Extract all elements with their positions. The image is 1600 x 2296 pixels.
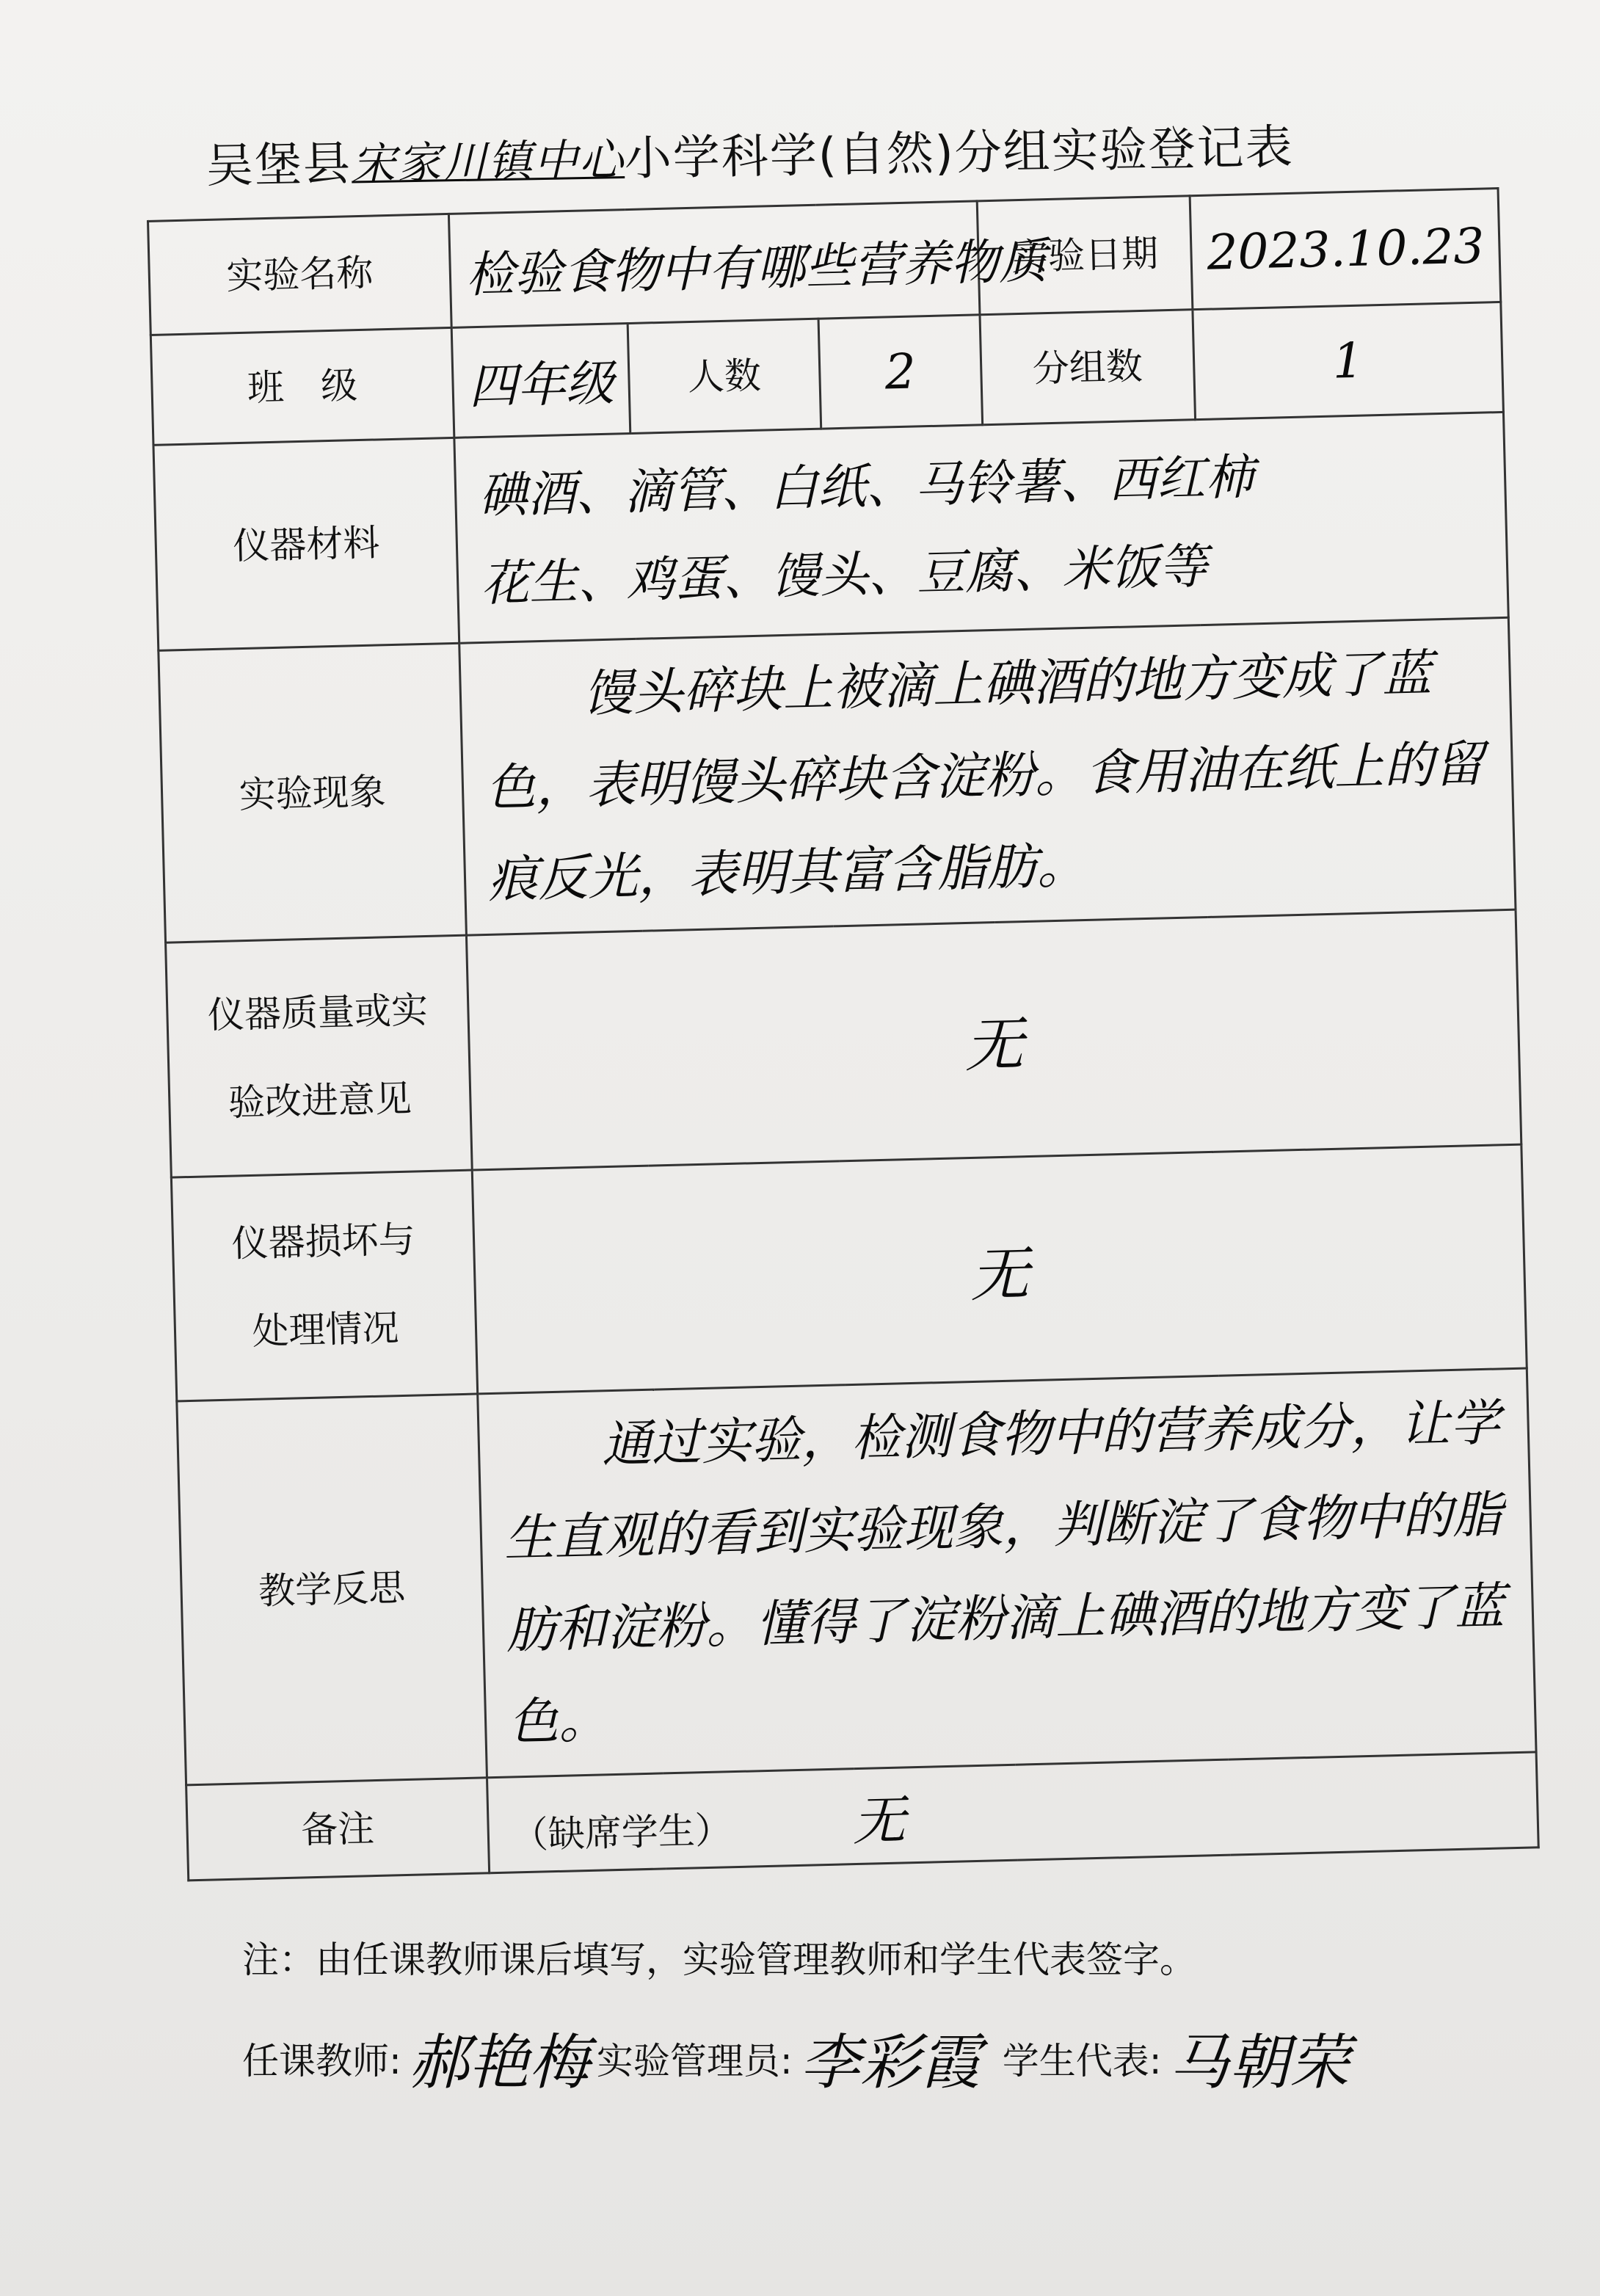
materials-line-2: 花生、鸡蛋、馒头、豆腐、米饭等 <box>480 537 1208 612</box>
footer-note: 注：由任课教师课后填写，实验管理教师和学生代表签字。 <box>242 1939 1196 1981</box>
reflection-value: 通过实验，检测食物中的营养成分，让学生直观的看到实验现象，判断淀了食物中的脂肪和淀粉。懂得了淀粉滴上碘酒的地方变了蓝色。 <box>478 1368 1536 1778</box>
damage-label <box>171 1170 477 1401</box>
phenomenon-value: 馒头碎块上被滴上碘酒的地方变成了蓝色，表明馒头碎块含淀粉。食用油在纸上的留痕反光，表明其富含脂肪。 <box>459 617 1516 935</box>
title-prefix: 吴堡县 <box>206 137 352 194</box>
signature-row <box>242 2015 1600 2101</box>
teacher-label: 任课教师: <box>242 2039 401 2082</box>
remarks-absent-label: （缺席学生） <box>511 1808 732 1857</box>
quality-label <box>166 935 473 1177</box>
reflection-label: 教学反思 <box>177 1394 487 1785</box>
manager-label: 实验管理员: <box>596 2039 793 2082</box>
people-label: 人数 <box>628 319 821 433</box>
groups-value: 1 <box>1193 302 1504 419</box>
groups-label: 分组数 <box>980 310 1196 425</box>
date-value: 2023.10.23 <box>1190 189 1501 310</box>
quality-value: 无 <box>466 909 1521 1170</box>
damage-label-line-1: 仪器损坏与 <box>230 1218 416 1265</box>
materials-line-1: 碘酒、滴管、白纸、马铃薯、西红柿 <box>478 448 1254 524</box>
title-suffix: 小学科学(自然)分组实验登记表 <box>624 120 1295 187</box>
form-title <box>206 106 1454 196</box>
remarks-value: 无 <box>851 1788 906 1852</box>
student-signature: 马朝荣 <box>1168 2028 1350 2098</box>
damage-label-line-2: 处理情况 <box>251 1307 400 1353</box>
remarks-label: 备注 <box>186 1778 490 1881</box>
people-value: 2 <box>818 315 983 429</box>
materials-label: 仪器材料 <box>153 437 459 650</box>
experiment-name-value: 检验食物中有哪些营养物质 <box>448 201 980 328</box>
class-value: 四年级 <box>451 324 630 438</box>
quality-label-line-2: 验改进意见 <box>228 1077 412 1125</box>
school-name-handwritten: 宋家川镇中心 <box>351 134 625 191</box>
student-label: 学生代表: <box>1002 2039 1162 2082</box>
experiment-name-label: 实验名称 <box>148 214 452 335</box>
quality-label-line-1: 仪器质量或实 <box>207 988 429 1036</box>
class-label: 班 级 <box>150 327 454 445</box>
teacher-signature: 郝艳梅 <box>408 2028 589 2098</box>
damage-value: 无 <box>472 1144 1527 1394</box>
date-label: 实验日期 <box>977 196 1193 315</box>
experiment-record-table <box>147 187 1538 1908</box>
materials-value <box>454 412 1508 643</box>
phenomenon-label: 实验现象 <box>159 643 467 942</box>
manager-signature: 李彩霞 <box>799 2028 981 2098</box>
